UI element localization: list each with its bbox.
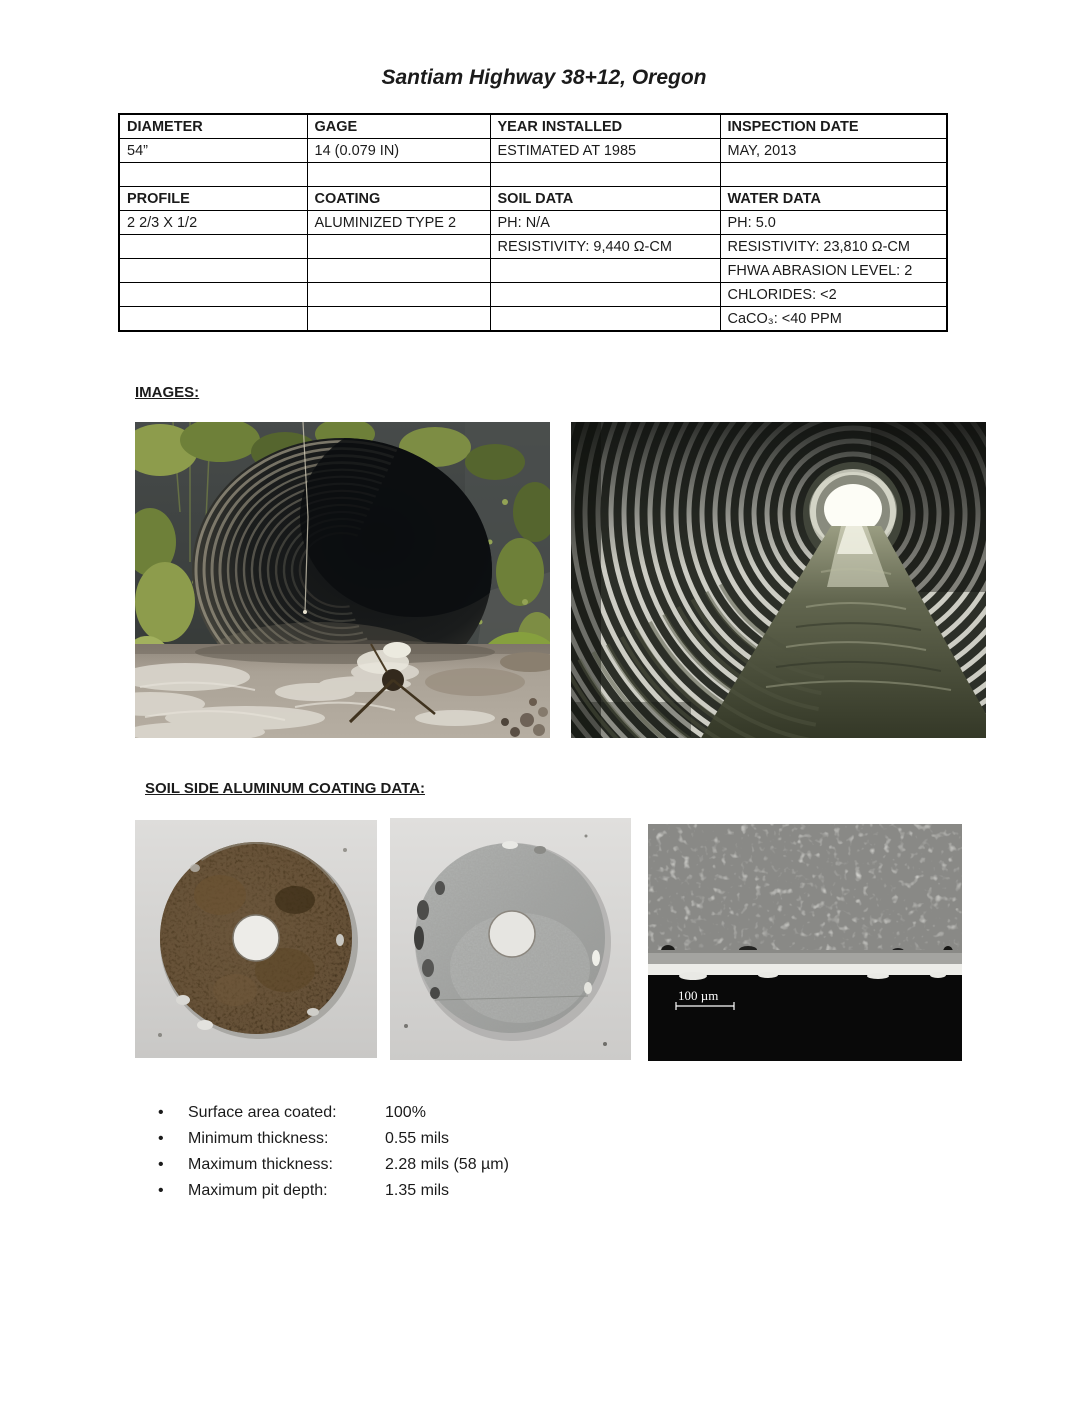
empty-cell [307, 307, 490, 332]
empty-cell [490, 259, 720, 283]
value-diameter: 54” [119, 139, 307, 163]
coating-heading: SOIL SIDE ALUMINUM COATING DATA: [145, 780, 425, 797]
table-row [119, 114, 947, 139]
list-item [158, 1100, 509, 1126]
value-soil-ph: PH: N/A [490, 211, 720, 235]
table-row [119, 307, 947, 332]
bullet-label: Maximum pit depth: [188, 1182, 328, 1199]
empty-cell [720, 163, 947, 187]
table-row [119, 235, 947, 259]
bullet-icon [158, 1130, 188, 1148]
table-row [119, 163, 947, 187]
empty-cell [119, 235, 307, 259]
table-row [119, 139, 947, 163]
value-profile: 2 2/3 X 1/2 [119, 211, 307, 235]
header-gage: GAGE [307, 114, 490, 139]
empty-cell [490, 163, 720, 187]
bullet-label: Minimum thickness: [188, 1130, 329, 1147]
list-item [158, 1178, 509, 1204]
value-soil-resistivity: RESISTIVITY: 9,440 Ω-CM [490, 235, 720, 259]
empty-cell [119, 163, 307, 187]
header-coating: COATING [307, 187, 490, 211]
page-title: Santiam Highway 38+12, Oregon [381, 66, 707, 89]
value-coating: ALUMINIZED TYPE 2 [307, 211, 490, 235]
coupon-soil-side-photo [135, 820, 377, 1058]
table-row [119, 187, 947, 211]
bullet-value: 0.55 mils [385, 1130, 450, 1147]
list-item [158, 1152, 509, 1178]
coating-micrograph [648, 824, 962, 1061]
header-diameter: DIAMETER [119, 114, 307, 139]
value-caco3: CaCO₃: <40 PPM [720, 307, 947, 332]
empty-cell [307, 235, 490, 259]
value-gage: 14 (0.079 IN) [307, 139, 490, 163]
table-row [119, 259, 947, 283]
value-water-resistivity: RESISTIVITY: 23,810 Ω-CM [720, 235, 947, 259]
spec-table [118, 113, 948, 332]
bullet-icon [158, 1182, 188, 1200]
empty-cell [307, 259, 490, 283]
value-year-installed: ESTIMATED AT 1985 [490, 139, 720, 163]
header-soil-data: SOIL DATA [490, 187, 720, 211]
header-inspection-date: INSPECTION DATE [720, 114, 947, 139]
bullet-value: 2.28 mils (58 µm) [385, 1156, 509, 1173]
empty-cell [119, 259, 307, 283]
bullet-value: 1.35 mils [385, 1182, 450, 1199]
coupon-cleaned-photo [390, 818, 631, 1060]
table-row [119, 211, 947, 235]
empty-cell [490, 307, 720, 332]
empty-cell [307, 283, 490, 307]
images-heading: IMAGES: [135, 384, 200, 401]
value-chlorides: CHLORIDES: <2 [720, 283, 947, 307]
list-item [158, 1126, 509, 1152]
empty-cell [307, 163, 490, 187]
value-fhwa-abrasion: FHWA ABRASION LEVEL: 2 [720, 259, 947, 283]
header-year-installed: YEAR INSTALLED [490, 114, 720, 139]
bullet-value: 100% [385, 1104, 426, 1121]
value-inspection-date: MAY, 2013 [720, 139, 947, 163]
header-profile: PROFILE [119, 187, 307, 211]
table-row [119, 283, 947, 307]
micrograph-scale-label: 100 µm [678, 988, 719, 1003]
bullet-icon [158, 1156, 188, 1174]
bullet-label: Surface area coated: [188, 1104, 337, 1121]
empty-cell [119, 307, 307, 332]
bullet-label: Maximum thickness: [188, 1156, 333, 1173]
bullet-icon [158, 1104, 188, 1122]
culvert-interior-photo [571, 422, 986, 738]
culvert-outlet-photo [135, 422, 550, 738]
empty-cell [119, 283, 307, 307]
empty-cell [490, 283, 720, 307]
header-water-data: WATER DATA [720, 187, 947, 211]
coating-data-list [158, 1100, 509, 1204]
value-water-ph: PH: 5.0 [720, 211, 947, 235]
